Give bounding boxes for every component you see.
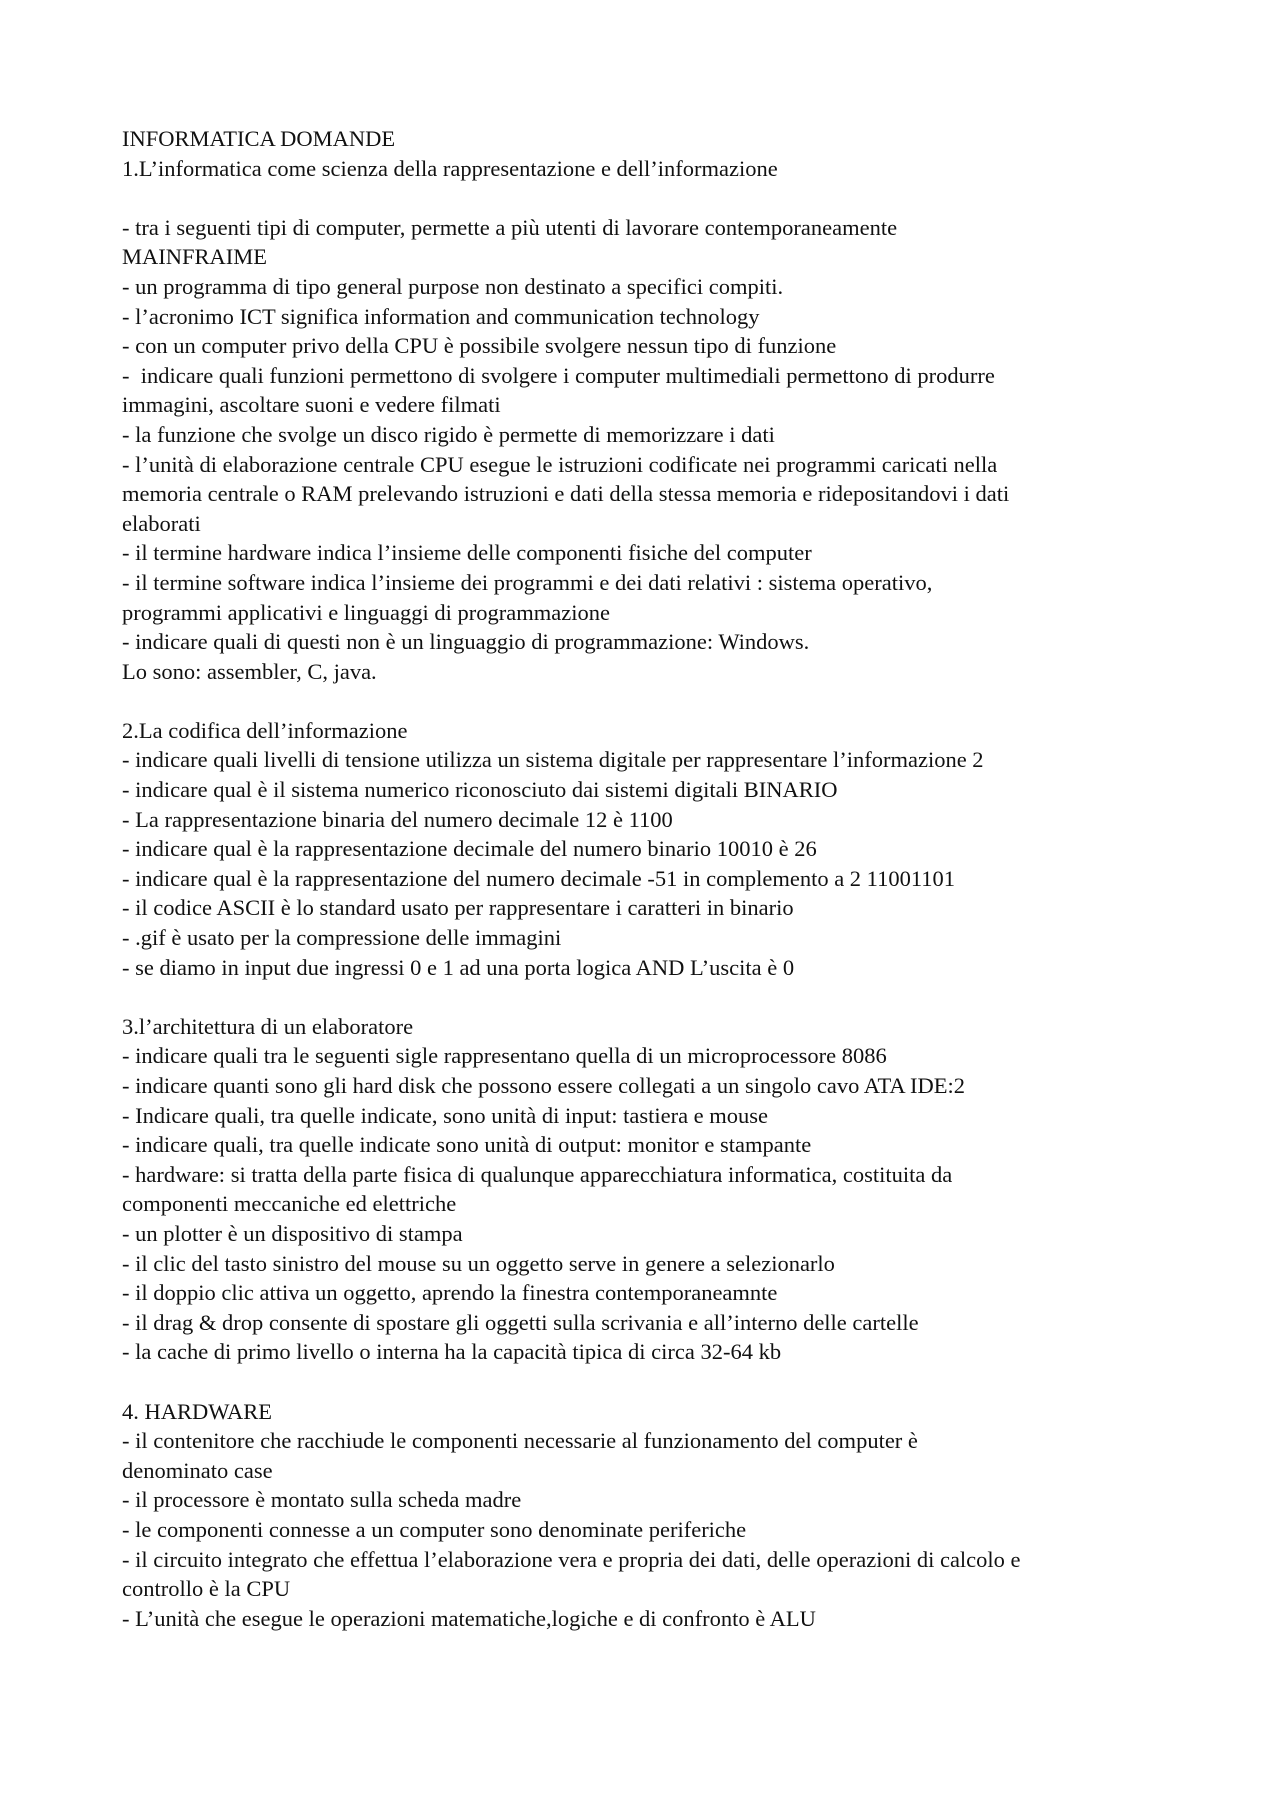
text-line: - la funzione che svolge un disco rigido è permette di memorizzare i dati bbox=[122, 421, 775, 447]
text-line: - indicare qual è il sistema numerico riconosciuto dai sistemi digitali BINARIO bbox=[122, 777, 838, 803]
text-line: - indicare quali funzioni permettono di svolgere i computer multimediali permettono di produrre bbox=[122, 362, 995, 388]
section-2 bbox=[122, 716, 1162, 1012]
document-title: INFORMATICA DOMANDE bbox=[122, 126, 396, 151]
text-line: - il termine hardware indica l’insieme delle componenti fisiche del computer bbox=[122, 540, 812, 566]
text-line: - indicare qual è la rappresentazione decimale del numero binario 10010 è 26 bbox=[122, 836, 817, 862]
document-page bbox=[122, 124, 1162, 1633]
document-body bbox=[122, 154, 1162, 1634]
section-1 bbox=[122, 154, 1162, 716]
text-line: - indicare quali di questi non è un linguaggio di programmazione: Windows. bbox=[122, 629, 810, 655]
blank-line bbox=[122, 686, 1162, 716]
text-line: componenti meccaniche ed elettriche bbox=[122, 1191, 457, 1217]
section-3 bbox=[122, 1012, 1162, 1397]
section-heading: 3.l’architettura di un elaboratore bbox=[122, 1013, 414, 1039]
text-line: MAINFRAIME bbox=[122, 244, 268, 270]
text-line: - indicare quali, tra quelle indicate sono unità di output: monitor e stampante bbox=[122, 1132, 812, 1158]
text-line: - hardware: si tratta della parte fisica di qualunque apparecchiatura informatica, costituita da bbox=[122, 1161, 953, 1187]
text-line: - l’unità di elaborazione centrale CPU esegue le istruzioni codificate nei programmi caricati nella bbox=[122, 451, 998, 477]
text-line: - il contenitore che racchiude le componenti necessarie al funzionamento del computer è bbox=[122, 1428, 918, 1454]
blank-line bbox=[122, 982, 1162, 1012]
text-line: - il circuito integrato che effettua l’elaborazione vera e propria dei dati, delle operazioni di calcolo e bbox=[122, 1546, 1021, 1572]
text-line: - il processore è montato sulla scheda madre bbox=[122, 1487, 522, 1513]
text-line: - le componenti connesse a un computer sono denominate periferiche bbox=[122, 1516, 747, 1542]
section-heading: 1.L’informatica come scienza della rappresentazione e dell’informazione bbox=[122, 155, 778, 181]
text-line: - il codice ASCII è lo standard usato per rappresentare i caratteri in binario bbox=[122, 895, 794, 921]
text-line: - .gif è usato per la compressione delle immagini bbox=[122, 925, 562, 951]
text-line: elaborati bbox=[122, 510, 201, 536]
text-line: - il clic del tasto sinistro del mouse su un oggetto serve in genere a selezionarlo bbox=[122, 1250, 835, 1276]
text-line: - la cache di primo livello o interna ha la capacità tipica di circa 32-64 kb bbox=[122, 1339, 782, 1365]
text-line: Lo sono: assembler, C, java. bbox=[122, 658, 377, 684]
section-4 bbox=[122, 1397, 1162, 1634]
text-line: - indicare quali tra le seguenti sigle rappresentano quella di un microprocessore 8086 bbox=[122, 1043, 887, 1069]
text-line: programmi applicativi e linguaggi di programmazione bbox=[122, 599, 610, 625]
text-line: - un programma di tipo general purpose non destinato a specifici compiti. bbox=[122, 273, 784, 299]
text-line: - un plotter è un dispositivo di stampa bbox=[122, 1220, 463, 1246]
blank-line bbox=[122, 183, 1162, 213]
text-line: controllo è la CPU bbox=[122, 1576, 291, 1602]
blank-line bbox=[122, 1367, 1162, 1397]
text-line: - il drag & drop consente di spostare gli oggetti sulla scrivania e all’interno delle cartelle bbox=[122, 1309, 919, 1335]
text-line: memoria centrale o RAM prelevando istruzioni e dati della stessa memoria e ridepositandovi i dati bbox=[122, 481, 1010, 507]
text-line: - l’acronimo ICT significa information and communication technology bbox=[122, 303, 760, 329]
text-line: - tra i seguenti tipi di computer, permette a più utenti di lavorare contemporaneamente bbox=[122, 214, 898, 240]
text-line: - indicare qual è la rappresentazione del numero decimale -51 in complemento a 2 11001101 bbox=[122, 865, 956, 891]
text-line: - il doppio clic attiva un oggetto, aprendo la finestra contemporaneamnte bbox=[122, 1280, 778, 1306]
text-line: - con un computer privo della CPU è possibile svolgere nessun tipo di funzione bbox=[122, 333, 837, 359]
text-line: immagini, ascoltare suoni e vedere filmati bbox=[122, 392, 501, 418]
text-line: - indicare quanti sono gli hard disk che possono essere collegati a un singolo cavo ATA IDE:2 bbox=[122, 1073, 966, 1098]
text-line: - La rappresentazione binaria del numero decimale 12 è 1100 bbox=[122, 806, 673, 832]
text-line: - indicare quali livelli di tensione utilizza un sistema digitale per rappresentare l’informazione 2 bbox=[122, 747, 984, 773]
text-line: - il termine software indica l’insieme dei programmi e dei dati relativi : sistema operativo, bbox=[122, 569, 933, 595]
section-heading: 4. HARDWARE bbox=[122, 1398, 272, 1424]
section-heading: 2.La codifica dell’informazione bbox=[122, 717, 408, 743]
text-line: - Indicare quali, tra quelle indicate, sono unità di input: tastiera e mouse bbox=[122, 1102, 769, 1128]
text-line: denominato case bbox=[122, 1457, 273, 1483]
text-line: - L’unità che esegue le operazioni matematiche,logiche e di confronto è ALU bbox=[122, 1605, 816, 1631]
text-line: - se diamo in input due ingressi 0 e 1 ad una porta logica AND L’uscita è 0 bbox=[122, 954, 795, 980]
